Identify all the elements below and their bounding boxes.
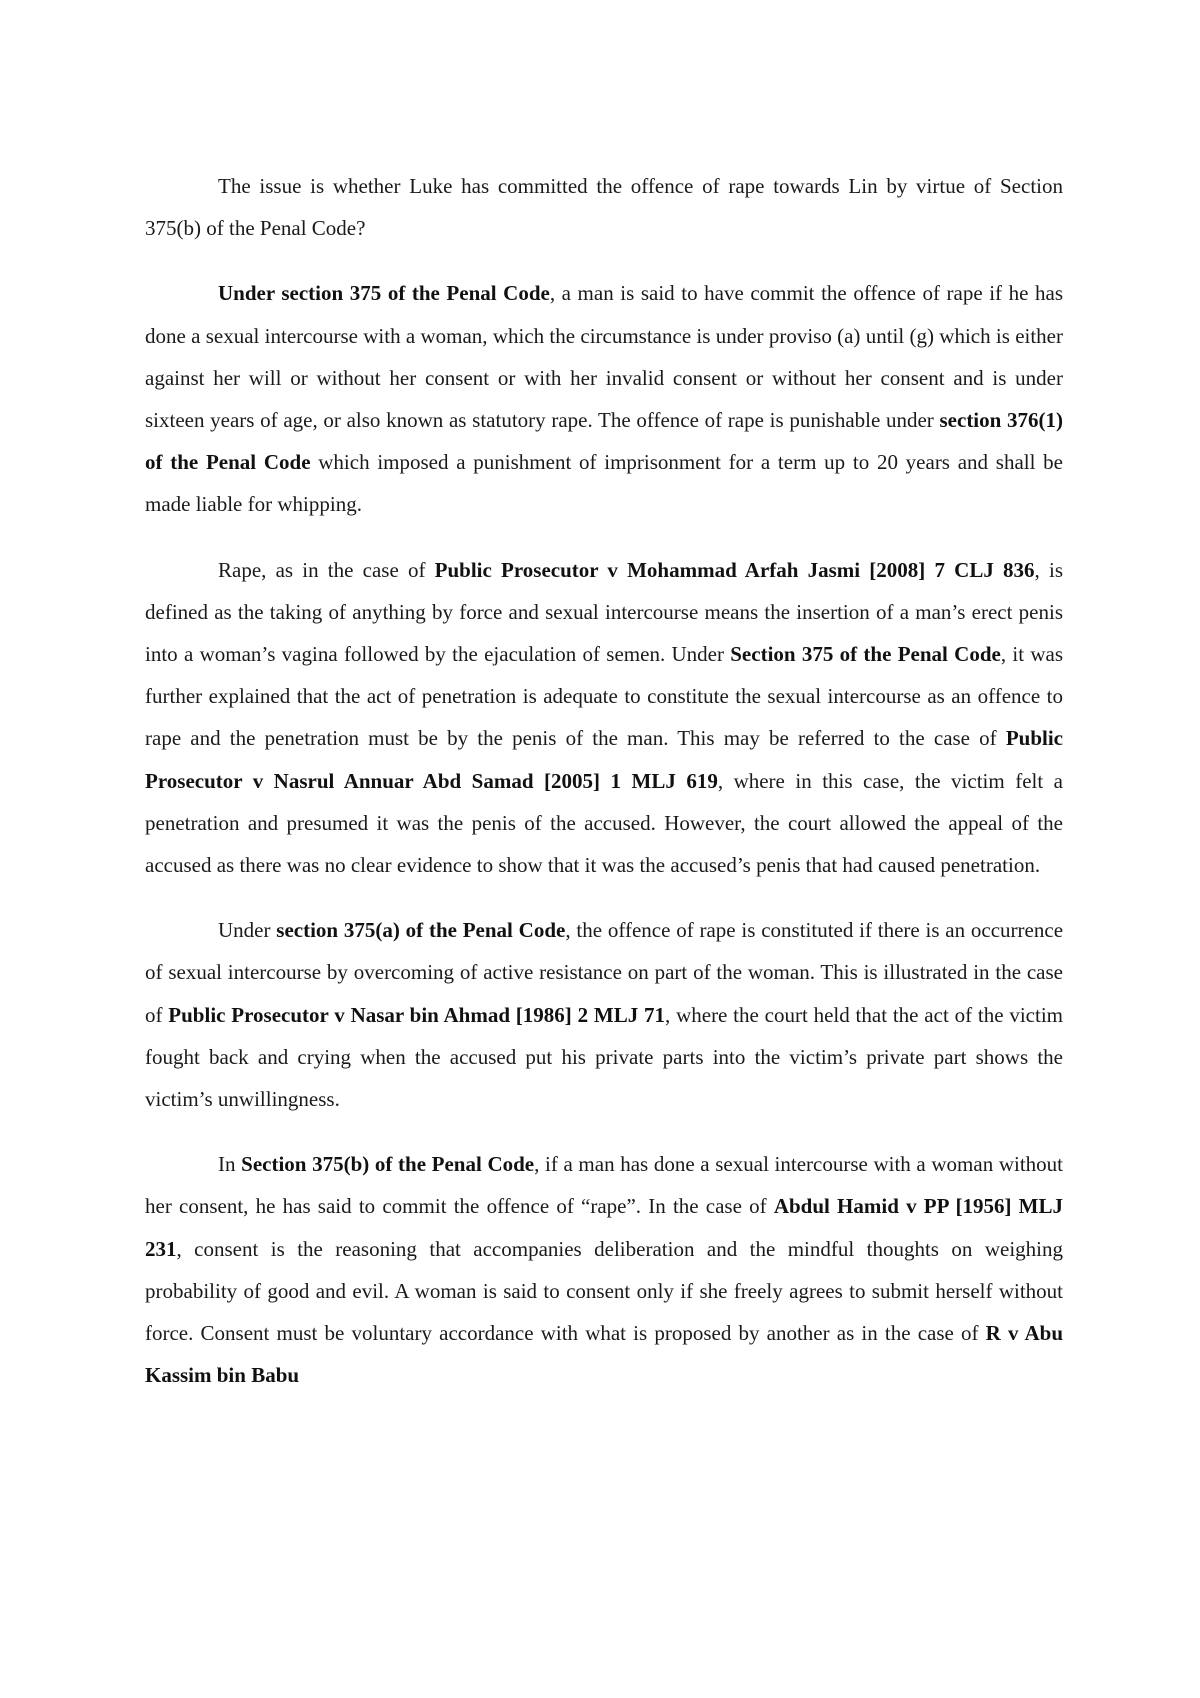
case-citation: Abdul Hamid v PP [1956] MLJ 231 [145,1194,1063,1261]
paragraph-text: , where the court held that the act of the victim fought back and crying when the accused put his private parts into the victim’s private part shows the victim’s unwillingness. [145,1002,1063,1112]
statute-reference: section 376(1) of the Penal Code [145,408,1063,475]
paragraph-text: , it was further explained that the act of penetration is adequate to constitute the sexual intercourse as an offence to rape and the penetration must be by the penis of the man. This may be referred to the case of [145,642,1063,751]
paragraph-section-375b [145,1143,1063,1396]
document-page [145,165,1063,1419]
paragraph-text: , where in this case, the victim felt a penetration and presumed it was the penis of the accused. However, the court allowed the appeal of the accused as there was no clear evidence to show that it was the accused’s penis that had caused penetration. [145,768,1063,878]
paragraph-text: , if a man has done a sexual intercourse with a woman without her consent, he has said to commit the offence of “rape”. In the case of [145,1152,1064,1219]
statute-reference: Section 375 of the Penal Code [730,642,1001,667]
paragraph-text: In [218,1152,242,1177]
paragraph-text: , consent is the reasoning that accompanies deliberation and the mindful thoughts on weighing probability of good and evil. A woman is said to consent only if she freely agrees to submit herself without force. Consent must be voluntary accordance with what is proposed by another as in the case of [145,1236,1063,1346]
paragraph-section-375 [145,272,1063,525]
case-citation: Public Prosecutor v Nasar bin Ahmad [1986] 2 MLJ 71 [168,1002,666,1027]
case-citation: Public Prosecutor v Mohammad Arfah Jasmi [2008] 7 CLJ 836 [434,557,1035,582]
paragraph-text: , is defined as the taking of anything by force and sexual intercourse means the insertion of a man’s erect penis into a woman’s vagina followed by the ejaculation of semen. Under [145,557,1063,667]
case-citation: Public Prosecutor v Nasrul Annuar Abd Samad [2005] 1 MLJ 619 [145,726,1063,793]
paragraph-text: Under [218,918,277,943]
statute-reference: section 375(a) of the Penal Code [276,918,566,943]
paragraph-text: , a man is said to have commit the offence of rape if he has done a sexual intercourse with a woman, which the circumstance is under proviso (a) until (g) which is either against her will or without her consent or with her invalid consent or without her consent and is under sixteen years of age, or also known as statutory rape. The offence of rape is punishable under [145,281,1063,433]
paragraph-section-375a [145,909,1063,1120]
case-citation: R v Abu Kassim bin Babu [145,1321,1063,1388]
paragraph-text: , the offence of rape is constituted if there is an occurrence of sexual intercourse by overcoming of active resistance on part of the woman. This is illustrated in the case of [145,918,1064,1027]
paragraph-text: which imposed a punishment of imprisonment for a term up to 20 years and shall be made liable for whipping. [145,450,1063,517]
paragraph-text: Rape, as in the case of [218,557,435,582]
statute-reference: Section 375(b) of the Penal Code [241,1152,535,1177]
paragraph-rape-definition [145,549,1063,887]
paragraph-issue [145,165,1063,249]
paragraph-text: The issue is whether Luke has committed the offence of rape towards Lin by virtue of Section 375(b) of the Penal Code? [145,174,1063,241]
statute-reference: Under section 375 of the Penal Code [218,281,550,306]
